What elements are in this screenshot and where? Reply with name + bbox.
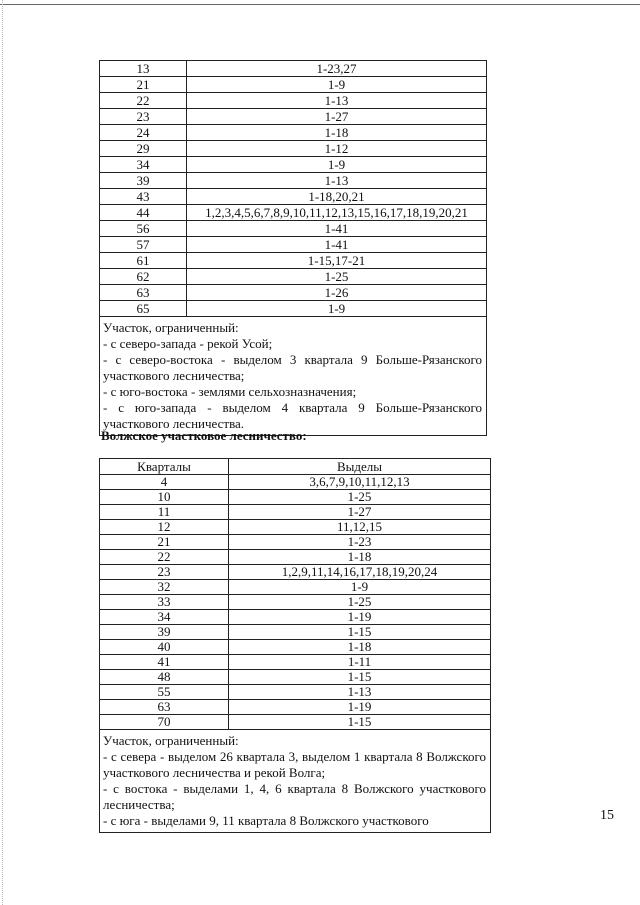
quarter-cell: 34 [100,610,229,625]
allotments-cell: 1-25 [229,595,491,610]
quarters-table-2 [99,458,491,833]
boundary-description [100,730,491,833]
allotments-cell: 1-11 [229,655,491,670]
quarter-cell: 13 [100,61,187,77]
allotments-cell: 1-41 [187,221,487,237]
quarter-cell: 22 [100,550,229,565]
quarter-cell: 29 [100,141,187,157]
table-row [100,189,487,205]
table-header-row [100,459,491,475]
allotments-cell: 1-19 [229,610,491,625]
table-row [100,205,487,221]
table-row [100,715,491,730]
quarter-cell: 62 [100,269,187,285]
quarter-cell: 48 [100,670,229,685]
allotments-cell: 1,2,3,4,5,6,7,8,9,10,11,12,13,15,16,17,18,19,20,21 [187,205,487,221]
allotments-cell: 1-25 [229,490,491,505]
table-row [100,141,487,157]
table-row [100,269,487,285]
quarter-cell: 39 [100,625,229,640]
boundary-line: - с севера - выделом 26 квартала 3, выделом 1 квартала 8 Волжского участкового лесничества и рекой Волга; [103,749,486,780]
table-row [100,565,491,580]
allotments-cell: 1-15 [229,625,491,640]
allotments-cell: 1,2,9,11,14,16,17,18,19,20,24 [229,565,491,580]
section-heading: Волжское участковое лесничество: [101,428,307,443]
header-quarters: Кварталы [100,459,229,475]
table-row [100,301,487,317]
table-row [100,580,491,595]
allotments-cell: 1-25 [187,269,487,285]
quarter-cell: 33 [100,595,229,610]
table-row [100,640,491,655]
table-row [100,670,491,685]
allotments-cell: 1-23,27 [187,61,487,77]
allotments-cell: 1-41 [187,237,487,253]
quarter-cell: 41 [100,655,229,670]
table-row [100,505,491,520]
quarter-cell: 55 [100,685,229,700]
quarter-cell: 24 [100,125,187,141]
table-row [100,610,491,625]
quarters-table-1-body [100,61,487,436]
allotments-cell: 1-13 [187,93,487,109]
boundary-line: Участок, ограниченный: [103,320,239,335]
table-row [100,535,491,550]
quarter-cell: 43 [100,189,187,205]
quarter-cell: 10 [100,490,229,505]
allotments-cell: 3,6,7,9,10,11,12,13 [229,475,491,490]
quarter-cell: 12 [100,520,229,535]
table-row [100,93,487,109]
quarter-cell: 61 [100,253,187,269]
boundary-line: - с юго-востока - землями сельхозназначения; [103,384,357,399]
allotments-cell: 1-15 [229,670,491,685]
boundary-row [100,730,491,833]
table-row [100,157,487,173]
boundary-line: - с юга - выделами 9, 11 квартала 8 Волжского участкового [103,813,429,828]
table-row [100,77,487,93]
page-left-edge [2,0,3,905]
quarter-cell: 34 [100,157,187,173]
quarter-cell: 40 [100,640,229,655]
quarter-cell: 4 [100,475,229,490]
allotments-cell: 1-15 [229,715,491,730]
boundary-description [100,317,487,436]
table-row [100,550,491,565]
table-row [100,475,491,490]
quarter-cell: 32 [100,580,229,595]
quarter-cell: 23 [100,565,229,580]
allotments-cell: 1-26 [187,285,487,301]
table-row [100,221,487,237]
allotments-cell: 1-12 [187,141,487,157]
table-row [100,237,487,253]
quarter-cell: 65 [100,301,187,317]
quarter-cell: 44 [100,205,187,221]
allotments-cell: 1-19 [229,700,491,715]
table-row [100,125,487,141]
quarter-cell: 23 [100,109,187,125]
table-row [100,109,487,125]
table-row [100,173,487,189]
table-row [100,520,491,535]
table-row [100,655,491,670]
allotments-cell: 1-18,20,21 [187,189,487,205]
allotments-cell: 1-23 [229,535,491,550]
table-row [100,595,491,610]
table-row [100,625,491,640]
table-row [100,685,491,700]
quarter-cell: 63 [100,285,187,301]
page-number: 15 [600,808,614,823]
table-row [100,253,487,269]
quarter-cell: 22 [100,93,187,109]
quarter-cell: 11 [100,505,229,520]
allotments-cell: 1-9 [187,301,487,317]
page-top-border [0,4,640,5]
allotments-cell: 1-27 [229,505,491,520]
boundary-row [100,317,487,436]
allotments-cell: 1-13 [187,173,487,189]
quarter-cell: 39 [100,173,187,189]
quarter-cell: 21 [100,535,229,550]
quarter-cell: 56 [100,221,187,237]
quarters-table-2-body [100,459,491,833]
header-allotments: Выделы [229,459,491,475]
quarter-cell: 21 [100,77,187,93]
quarters-table-1 [99,60,487,436]
table-row [100,61,487,77]
allotments-cell: 1-18 [229,550,491,565]
allotments-cell: 1-9 [187,157,487,173]
table-row [100,700,491,715]
boundary-line: - с юго-запада - выделом 4 квартала 9 Больше-Рязанского участкового лесничества. [103,400,482,431]
allotments-cell: 1-9 [187,77,487,93]
boundary-line: Участок, ограниченный: [103,733,239,748]
boundary-line: - с востока - выделами 1, 4, 6 квартала 8 Волжского участкового лесничества; [103,781,486,812]
allotments-cell: 1-9 [229,580,491,595]
allotments-cell: 1-18 [229,640,491,655]
table-row [100,285,487,301]
allotments-cell: 1-13 [229,685,491,700]
allotments-cell: 1-27 [187,109,487,125]
quarter-cell: 57 [100,237,187,253]
quarter-cell: 63 [100,700,229,715]
boundary-line: - с северо-востока - выделом 3 квартала 9 Больше-Рязанского участкового лесничества; [103,352,482,383]
table-row [100,490,491,505]
allotments-cell: 11,12,15 [229,520,491,535]
quarter-cell: 70 [100,715,229,730]
allotments-cell: 1-18 [187,125,487,141]
allotments-cell: 1-15,17-21 [187,253,487,269]
boundary-line: - с северо-запада - рекой Усой; [103,336,273,351]
